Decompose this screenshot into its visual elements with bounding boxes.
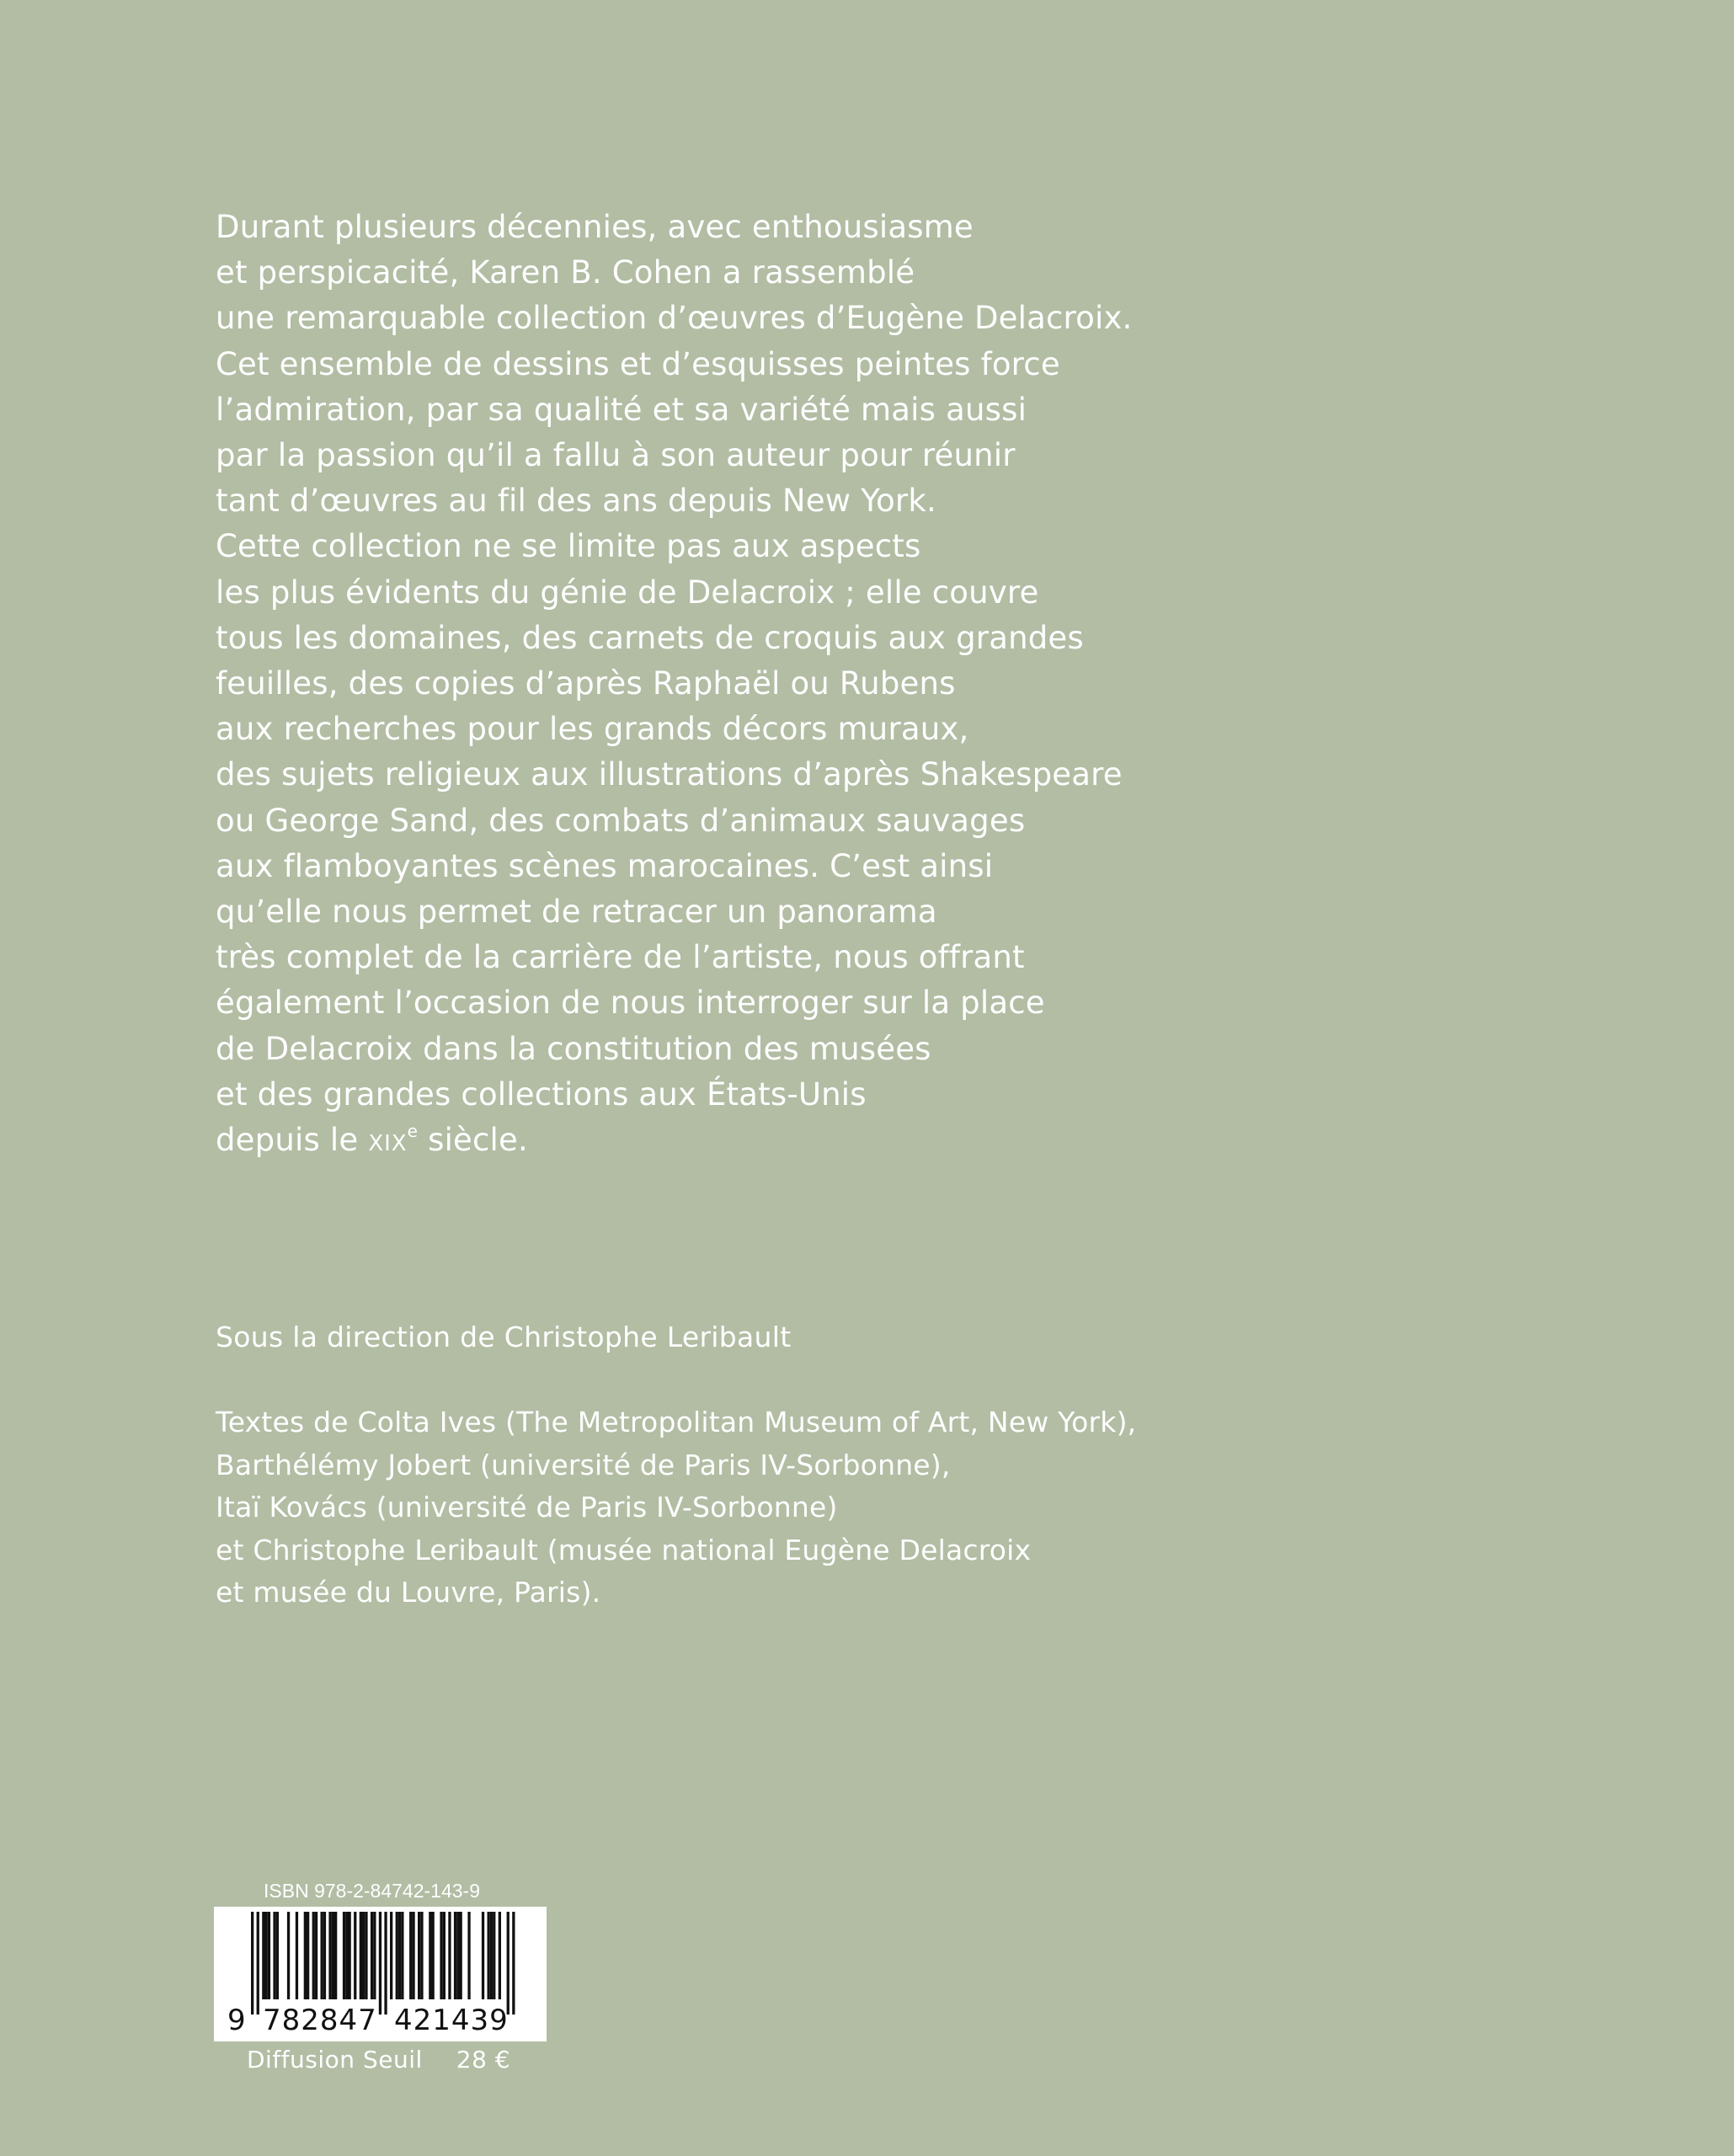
credits-line: Itaï Kovács (université de Paris IV-Sorbonne) bbox=[216, 1491, 838, 1524]
barcode-guard-bar bbox=[257, 1912, 259, 2015]
distributor-label: Diffusion Seuil bbox=[247, 2046, 423, 2073]
blurb-line: une remarquable collection d’œuvres d’Eugène Delacroix. bbox=[216, 300, 1133, 337]
blurb-line: et des grandes collections aux États-Unis bbox=[216, 1075, 867, 1113]
barcode bbox=[214, 1907, 547, 2041]
blurb-line: également l’occasion de nous interroger sur la place bbox=[216, 985, 1045, 1022]
barcode-bar bbox=[323, 1912, 326, 1999]
blurb-line: tous les domaines, des carnets de croquis aux grandes bbox=[216, 619, 1084, 656]
barcode-guard-bar bbox=[512, 1912, 515, 2015]
barcode-bar bbox=[401, 1912, 403, 1999]
blurb-line: Cette collection ne se limite pas aux aspects bbox=[216, 528, 921, 565]
barcode-guard-bar bbox=[379, 1912, 381, 2015]
barcode-bar bbox=[409, 1912, 412, 1999]
editor-credit: Sous la direction de Christophe Leribault bbox=[216, 1321, 792, 1353]
blurb-line: et perspicacité, Karen B. Cohen a rassemblé bbox=[216, 254, 915, 291]
barcode-bar bbox=[456, 1912, 459, 1999]
barcode-bar bbox=[440, 1912, 442, 1999]
barcode-bar bbox=[345, 1912, 348, 1999]
barcode-digits bbox=[214, 2002, 547, 2039]
barcode-bar bbox=[360, 1912, 362, 1999]
barcode-bar bbox=[354, 1912, 356, 1999]
blurb-line: Durant plusieurs décennies, avec enthousiasme bbox=[216, 209, 974, 245]
century-numeral: XIX bbox=[368, 1131, 408, 1157]
blurb-line: des sujets religieux aux illustrations d’après Shakespeare bbox=[216, 756, 1123, 793]
barcode-bar bbox=[467, 1912, 470, 1999]
blurb-line: feuilles, des copies d’après Raphaël ou Rubens bbox=[216, 665, 956, 702]
barcode-guard-bar bbox=[251, 1912, 253, 2015]
blurb-line: ou George Sand, des combats d’animaux sauvages bbox=[216, 802, 1026, 839]
barcode-bar bbox=[490, 1912, 493, 1999]
blurb-line: par la passion qu’il a fallu à son auteur pour réunir bbox=[216, 437, 1016, 474]
barcode-digits-left: 782847 bbox=[263, 2004, 377, 2037]
barcode-bar bbox=[276, 1912, 279, 1999]
barcode-bar bbox=[454, 1912, 456, 1999]
back-cover-blurb bbox=[216, 205, 1479, 1166]
barcode-guard-bar bbox=[384, 1912, 387, 2015]
credits-line: et Christophe Leribault (musée national Eugène Delacroix bbox=[216, 1533, 1032, 1566]
barcode-bar bbox=[334, 1912, 337, 1999]
credits-line: Barthélémy Jobert (université de Paris IV-Sorbonne), bbox=[216, 1448, 951, 1481]
barcode-digit-first: 9 bbox=[227, 2004, 246, 2037]
barcode-bar bbox=[365, 1912, 367, 1999]
barcode-bar bbox=[332, 1912, 334, 1999]
blurb-line: aux flamboyantes scènes marocaines. C’est ainsi bbox=[216, 847, 994, 884]
barcode-bar bbox=[432, 1912, 435, 1999]
barcode-bar bbox=[493, 1912, 495, 1999]
barcode-bar bbox=[362, 1912, 365, 1999]
price-label: 28 € bbox=[456, 2046, 511, 2073]
credits-line: et musée du Louvre, Paris). bbox=[216, 1576, 601, 1609]
barcode-bar bbox=[328, 1912, 331, 1999]
barcode-bar bbox=[312, 1912, 315, 1999]
blurb-last-line bbox=[216, 1118, 1479, 1166]
barcode-bar bbox=[482, 1912, 484, 1999]
century-superscript: e bbox=[407, 1121, 419, 1142]
blurb-line: Cet ensemble de dessins et d’esquisses peintes force bbox=[216, 345, 1060, 382]
barcode-bar bbox=[321, 1912, 323, 1999]
barcode-bar bbox=[265, 1912, 268, 1999]
barcode-bar bbox=[373, 1912, 376, 1999]
isbn-label: ISBN 978-2-84742-143-9 bbox=[264, 1880, 480, 1902]
blurb-line: de Delacroix dans la constitution des musées bbox=[216, 1030, 931, 1067]
authors-credits bbox=[216, 1401, 1136, 1614]
barcode-guard-bar bbox=[507, 1912, 510, 2015]
footer-line bbox=[247, 2043, 510, 2077]
barcode-bar bbox=[390, 1912, 392, 1999]
blurb-line: les plus évidents du génie de Delacroix ; elle couvre bbox=[216, 574, 1039, 611]
blurb-line: qu’elle nous permet de retracer un panorama bbox=[216, 894, 937, 931]
blurb-line: aux recherches pour les grands décors muraux, bbox=[216, 711, 969, 748]
blurb-last-line-suffix: siècle. bbox=[418, 1122, 528, 1159]
blurb-line: tant d’œuvres au fil des ans depuis New York. bbox=[216, 483, 936, 520]
barcode-bar bbox=[304, 1912, 307, 1999]
barcode-bar bbox=[343, 1912, 345, 1999]
barcode-bar bbox=[287, 1912, 290, 1999]
barcode-bar bbox=[499, 1912, 501, 1999]
credits-line: Textes de Colta Ives (The Metropolitan Museum of Art, New York), bbox=[216, 1406, 1137, 1438]
barcode-digits-right: 421439 bbox=[394, 2004, 509, 2037]
blurb-line: l’admiration, par sa qualité et sa variété mais aussi bbox=[216, 391, 1027, 428]
barcode-bar bbox=[460, 1912, 462, 1999]
barcode-bar bbox=[396, 1912, 398, 1999]
barcode-bar bbox=[296, 1912, 298, 1999]
barcode-bar bbox=[262, 1912, 264, 1999]
barcode-bar bbox=[307, 1912, 309, 1999]
barcode-bar bbox=[443, 1912, 446, 1999]
blurb-last-line-prefix: depuis le bbox=[216, 1122, 369, 1159]
barcode-bar bbox=[371, 1912, 373, 1999]
barcode-bar bbox=[412, 1912, 414, 1999]
blurb-line: très complet de la carrière de l’artiste, nous offrant bbox=[216, 939, 1025, 976]
barcode-bar bbox=[349, 1912, 351, 1999]
barcode-bar bbox=[268, 1912, 270, 1999]
barcode-bar bbox=[418, 1912, 420, 1999]
barcode-bar bbox=[315, 1912, 317, 1999]
barcode-bar bbox=[448, 1912, 451, 1999]
barcode-bar bbox=[273, 1912, 275, 1999]
barcode-bar bbox=[488, 1912, 490, 1999]
barcode-bar bbox=[398, 1912, 401, 1999]
barcode-bar bbox=[429, 1912, 431, 1999]
barcode-bar bbox=[420, 1912, 423, 1999]
